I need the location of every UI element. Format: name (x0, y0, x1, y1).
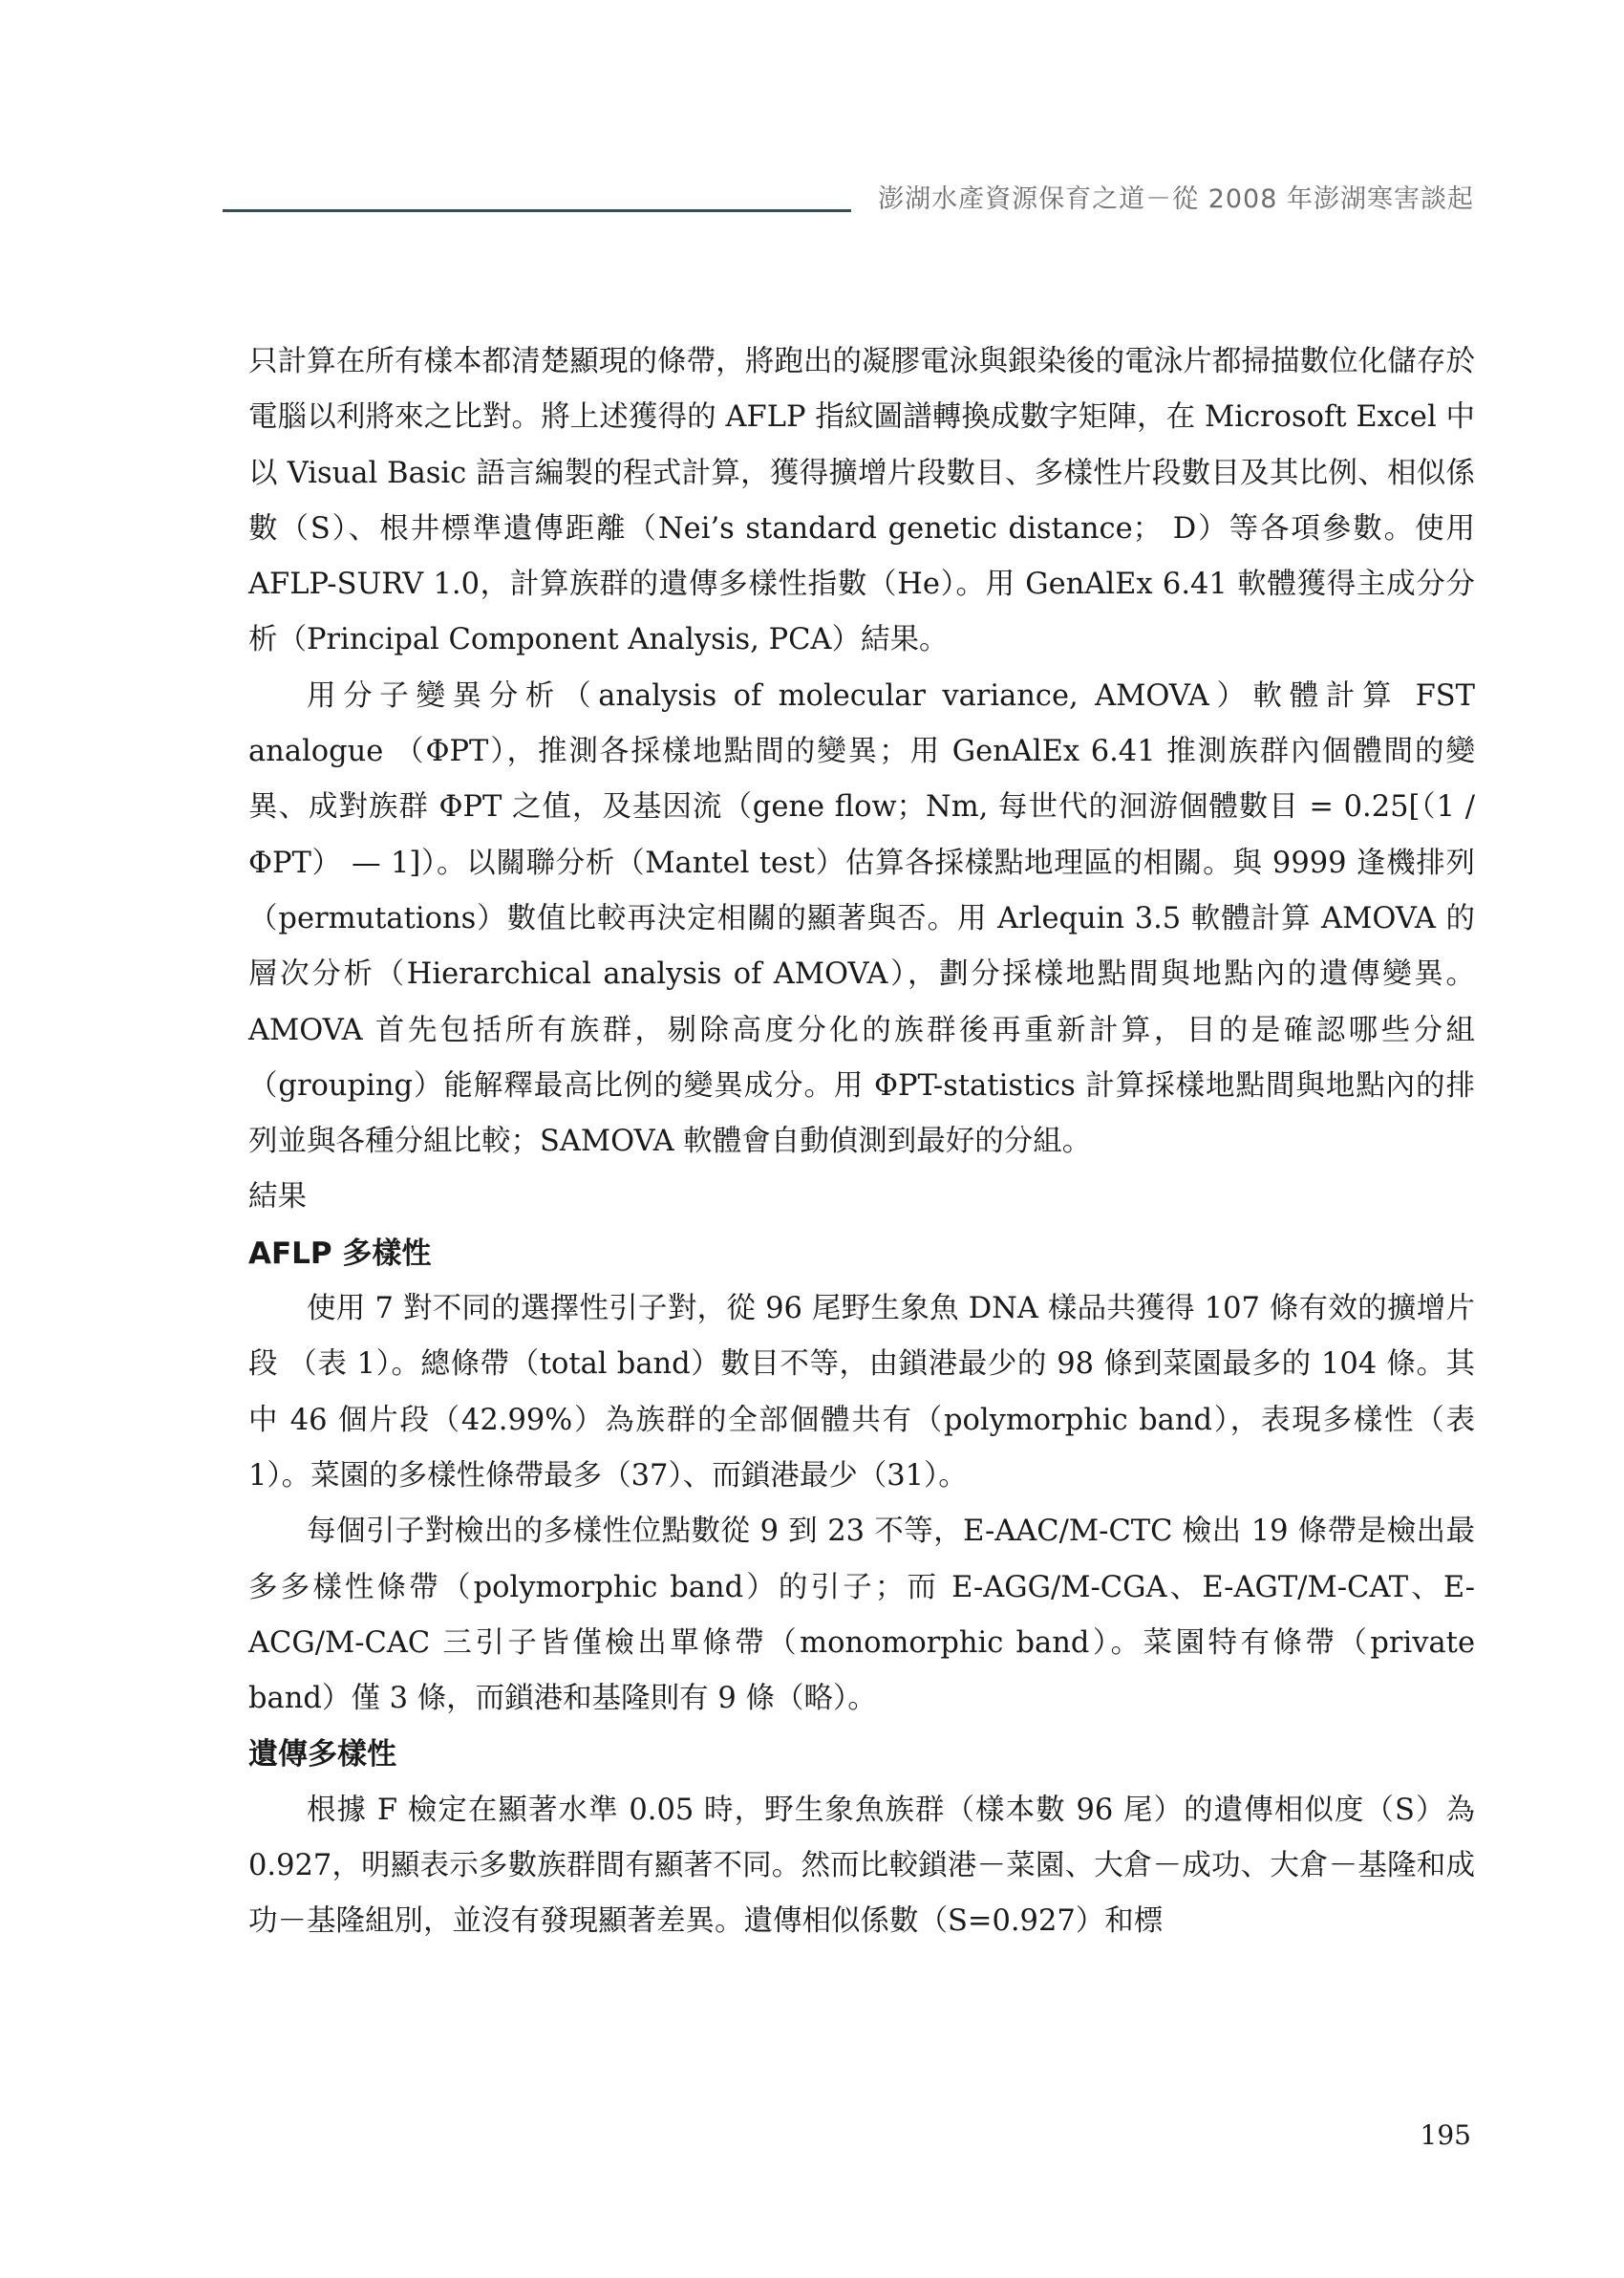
results-label: 結果 (248, 1180, 307, 1214)
paragraph-aflp-1: 使用 7 對不同的選擇性引子對，從 96 尾野生象魚 DNA 樣品共獲得 107 條有效的擴增片段 （表 1）。總條帶（total band）數目不等，由鎖港最少的 98 條到菜園最多的 104 條。其中 46 個片段（42.99%）為族群的全部個體共有（polymorphic band），表現多樣性（表 1）。菜園的多樣性條帶最多（37）、而鎖港最少（31）。 (248, 1292, 1475, 1493)
paragraph-aflp-2: 每個引子對檢出的多樣性位點數從 9 到 23 不等，E-AAC/M-CTC 檢出 19 條帶是檢出最多多樣性條帶（polymorphic band）的引子；而 E-AGG/M-CGA、E-AGT/M-CAT、E-ACG/M-CAC 三引子皆僅檢出單條帶（monomorphic band）。菜園特有條帶（private band）僅 3 條，而鎖港和基隆則有 9 條（略）。 (248, 1515, 1475, 1716)
paragraph-genetic-1: 根據 F 檢定在顯著水準 0.05 時，野生象魚族群（樣本數 96 尾）的遺傳相似度（S）為 0.927，明顯表示多數族群間有顯著不同。然而比較鎖港－菜園、大倉－成功、大倉－基隆和成功－基隆組別，並沒有發現顯著差異。遺傳相似係數（S=0.927）和標 (248, 1793, 1475, 1939)
body-text (248, 334, 1475, 1950)
header-rule (223, 209, 851, 212)
heading-genetic-diversity: 遺傳多樣性 (248, 1737, 396, 1773)
page-header (0, 0, 1624, 229)
paragraph-methods-1: 只計算在所有樣本都清楚顯現的條帶，將跑出的凝膠電泳與銀染後的電泳片都掃描數位化儲存於電腦以利將來之比對。將上述獲得的 AFLP 指紋圖譜轉換成數字矩陣，在 Microsoft Excel 中以 Visual Basic 語言編製的程式計算，獲得擴增片段數目、多樣性片段數目及其比例、相似係數（S）、根井標準遺傳距離（Nei’s standard genetic distance； D）等各項參數。使用 AFLP-SURV 1.0，計算族群的遺傳多樣性指數（He）。用 GenAlEx 6.41 軟體獲得主成分分析（Principal Component Analysis, PCA）結果。 (248, 345, 1475, 657)
paragraph-methods-2: 用分子變異分析（analysis of molecular variance, AMOVA）軟體計算 FST analogue （ΦPT），推測各採樣地點間的變異；用 GenAlEx 6.41 推測族群內個體間的變異、成對族群 ΦPT 之值，及基因流（gene flow；Nm, 每世代的洄游個體數目 = 0.25[（1 / ΦPT） — 1]）。以關聯分析（Mantel test）估算各採樣點地理區的相關。與 9999 逢機排列（permutations）數值比較再決定相關的顯著與否。用 Arlequin 3.5 軟體計算 AMOVA 的層次分析（Hierarchical analysis of AMOVA），劃分採樣地點間與地點內的遺傳變異。AMOVA 首先包括所有族群，剔除高度分化的族群後再重新計算，目的是確認哪些分組（grouping）能解釋最高比例的變異成分。用 ΦPT-statistics 計算採樣地點間與地點內的排列並與各種分組比較；SAMOVA 軟體會自動偵測到最好的分組。 (248, 678, 1475, 1159)
page-number: 195 (1420, 2119, 1471, 2151)
heading-aflp-diversity: AFLP 多樣性 (248, 1236, 432, 1271)
running-title: 澎湖水產資源保育之道－從 2008 年澎湖寒害談起 (878, 184, 1474, 214)
